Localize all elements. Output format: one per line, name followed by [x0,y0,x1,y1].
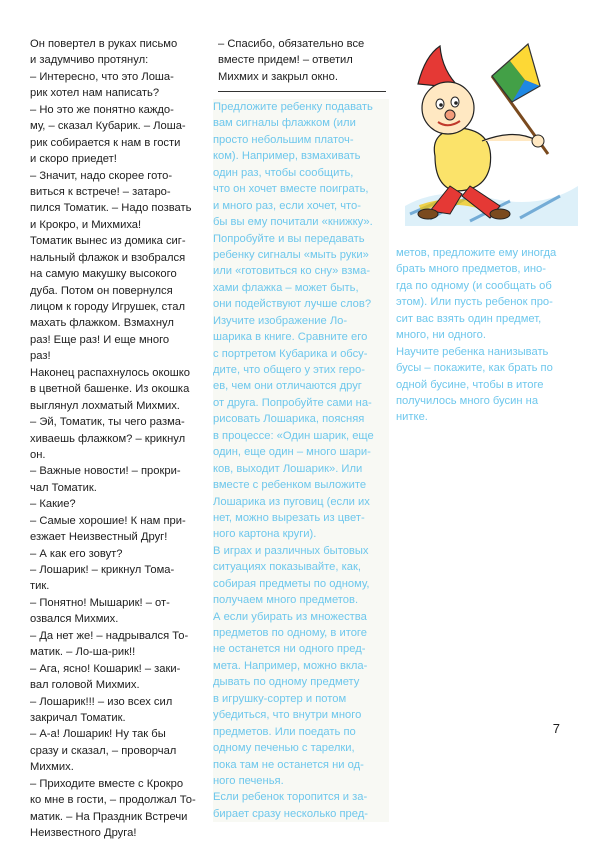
advice-line: ев, чем они отличаются друг [213,380,362,393]
story-line: и задумчиво протянул: [30,54,149,67]
advice-line: собирая предметы по одному, [213,577,370,590]
story-line: – Эй, Томатик, ты чего разма- [30,416,185,429]
story-line: пился Томатик. – Надо позвать [30,202,192,215]
story-line: лицом к городу Игрушек, стал [30,301,186,313]
advice-line: нитке. [396,411,428,424]
story-line: виться к встрече! – затаро- [30,185,171,198]
advice-line: гда по одному (и сообщать об [396,279,552,292]
story-line: – Да нет же! – надрывался То- [30,629,189,642]
advice-line: сит вас взять один предмет, [396,312,542,325]
advice-line: бусы – покажите, как брать по [396,362,553,375]
story-line: – Самые хорошие! К нам при- [30,514,186,527]
story-line: – А как его зовут? [30,547,123,560]
story-line: – Важные новости! – прокри- [30,465,181,478]
advice-line: много, ни одного. [396,329,486,342]
story-line: нальный флажок и взобрался [30,251,186,264]
advice-line: с портретом Кубарика и обсу- [213,347,368,360]
advice-line: получаем много предметов. [213,594,359,607]
story-line: ко мне в гости, – продолжал То- [30,794,196,807]
advice-line: мета. Например, можно вкла- [213,659,368,672]
advice-line: в игрушку-сортер и потом [213,692,347,705]
story-line: – Приходите вместе с Крокро [30,777,184,790]
story-line: раз! [30,350,51,363]
story-line: езжает Неизвестный Друг! [30,531,168,544]
advice-line: хами флажка – может быть, [213,281,359,294]
story-line: Михмих и закрыл окно. [218,70,338,83]
advice-line: ком). Например, взмахивать [213,150,361,163]
advice-line: не останется ни одного пред- [213,643,366,656]
story-line: Михмих. [30,761,74,774]
advice-line: Изучите изображение Ло- [213,314,348,327]
story-column-middle [218,36,388,85]
advice-line: одному печенью с тарелки, [213,742,355,755]
parent-advice-block [213,99,389,822]
story-line: в цветной башенке. Из окошка [30,383,190,396]
advice-line: Лошарика из пуговиц (если их [213,495,370,508]
advice-line: в процессе: «Один шарик, еще [213,429,374,442]
parent-advice-continued [396,245,571,426]
story-line: матик. – На Праздник Встречи [30,810,188,823]
story-line: му, – сказал Кубарик. – Лоша- [30,120,186,133]
advice-line: дывать по одному предмету [213,676,360,689]
advice-line: Если ребенок торопится и за- [213,791,368,804]
advice-line: нет, можно вырезать из цвет- [213,511,365,524]
advice-line: рисовать Лошарика, поясняя [213,413,365,426]
advice-line: ситуациях показывайте, как, [213,561,361,574]
advice-line: получилось много бусин на [396,394,539,407]
story-line: Неизвестного Друга! [30,827,137,839]
advice-line: Научите ребенка нанизывать [396,345,549,358]
advice-line: пока там не останется ни од- [213,758,364,771]
advice-line: одной бусине, чтобы в итоге [396,378,544,391]
story-line: – Интересно, что это Лоша- [30,70,174,83]
story-line: матик. – Ло-ша-рик!! [30,646,136,659]
advice-line: просто небольшим платоч- [213,133,354,146]
advice-line: ного картона круги). [213,528,317,541]
advice-line: вам сигналы флажком (или [213,117,356,130]
advice-line: предметов. Или поедать по [213,725,356,738]
story-line: – А-а! Лошарик! Ну так бы [30,728,166,741]
advice-line: Попробуйте и вы передавать [213,232,365,245]
story-line: – Спасибо, обязательно все [218,38,365,50]
story-line: – Какие? [30,498,76,511]
story-line: и Крокро, и Михмиха! [30,218,142,231]
advice-line: один раз, чтобы сообщить, [213,166,354,179]
advice-line: брать много предметов, ино- [396,263,547,276]
advice-line: метов, предложите ему иногда [396,247,557,259]
advice-line: А если убирать из множества [213,610,367,623]
story-line: – Лошарик!!! – изо всех сил [30,695,173,708]
story-line: вместе придем! – ответил [218,54,353,67]
advice-line: убедиться, что внутри много [213,709,362,722]
story-line: сразу и сказал, – проворчал [30,744,177,757]
advice-line: В играх и различных бытовых [213,544,369,557]
advice-line: бирает сразу несколько пред- [213,807,369,820]
page-number: 7 [552,721,560,736]
story-line: раз! Еще раз! И еще много [30,333,170,346]
story-line: Он повертел в руках письмо [30,38,178,50]
story-line: вал головой Михмих. [30,679,140,692]
story-line: тик. [30,580,50,593]
story-line: дуба. Потом он повернулся [30,284,173,297]
story-line: – Но это же понятно каждо- [30,103,174,116]
advice-line: шарика в книге. Сравните его [213,331,368,344]
tomatik-illustration-svg [400,36,580,231]
story-line: озвался Михмих. [30,613,119,626]
story-line: на самую макушку высокого [30,268,177,281]
advice-line: этом). Или пусть ребенок про- [396,296,553,309]
advice-line: ребенку сигналы «мыть руки» [213,248,369,261]
advice-line: Предложите ребенку подавать [213,101,373,113]
advice-line: что он хочет вместе поиграть, [213,183,369,196]
story-line: рик хотел нам написать? [30,87,160,100]
advice-line: ного печенья. [213,774,284,787]
advice-line: дите, что общего у этих геро- [213,364,365,376]
story-line: Наконец распахнулось окошко [30,366,190,379]
advice-line: и много раз, если хочет, что- [213,199,361,212]
story-line: хиваешь флажком? – крикнул [30,432,186,445]
story-line: чал Томатик. [30,481,97,494]
advice-line: или «готовиться ко сну» взма- [213,265,371,278]
story-line: махать флажком. Взмахнул [30,317,174,330]
advice-line: предметов по одному, в итоге [213,627,367,639]
story-column-left [30,36,205,841]
advice-line: бы вы ему почитали «книжку». [213,216,373,229]
story-line: выглянул лохматый Михмих. [30,399,180,412]
advice-line: один, еще один – много шари- [213,446,371,459]
story-line: – Лошарик! – крикнул Тома- [30,564,175,576]
story-line: – Понятно! Мышарик! – от- [30,596,170,609]
tomatik-flag-illustration [400,36,580,231]
story-line: – Значит, надо скорее гото- [30,169,173,182]
story-line: – Ага, ясно! Кошарик! – заки- [30,662,181,675]
advice-line: вместе с ребенком выложите [213,479,367,492]
story-line: рик собирается к нам в гости [30,136,181,149]
advice-line: они подействуют лучше слов? [213,298,372,311]
story-line: он. [30,448,46,461]
story-line: закричал Томатик. [30,711,126,724]
section-divider [218,91,386,92]
advice-line: от друга. Попробуйте сами на- [213,396,372,409]
story-line: и скоро приедет! [30,153,117,166]
story-line: Томатик вынес из домика сиг- [30,235,186,248]
advice-line: ков, выходит Лошарик». Или [213,462,363,475]
